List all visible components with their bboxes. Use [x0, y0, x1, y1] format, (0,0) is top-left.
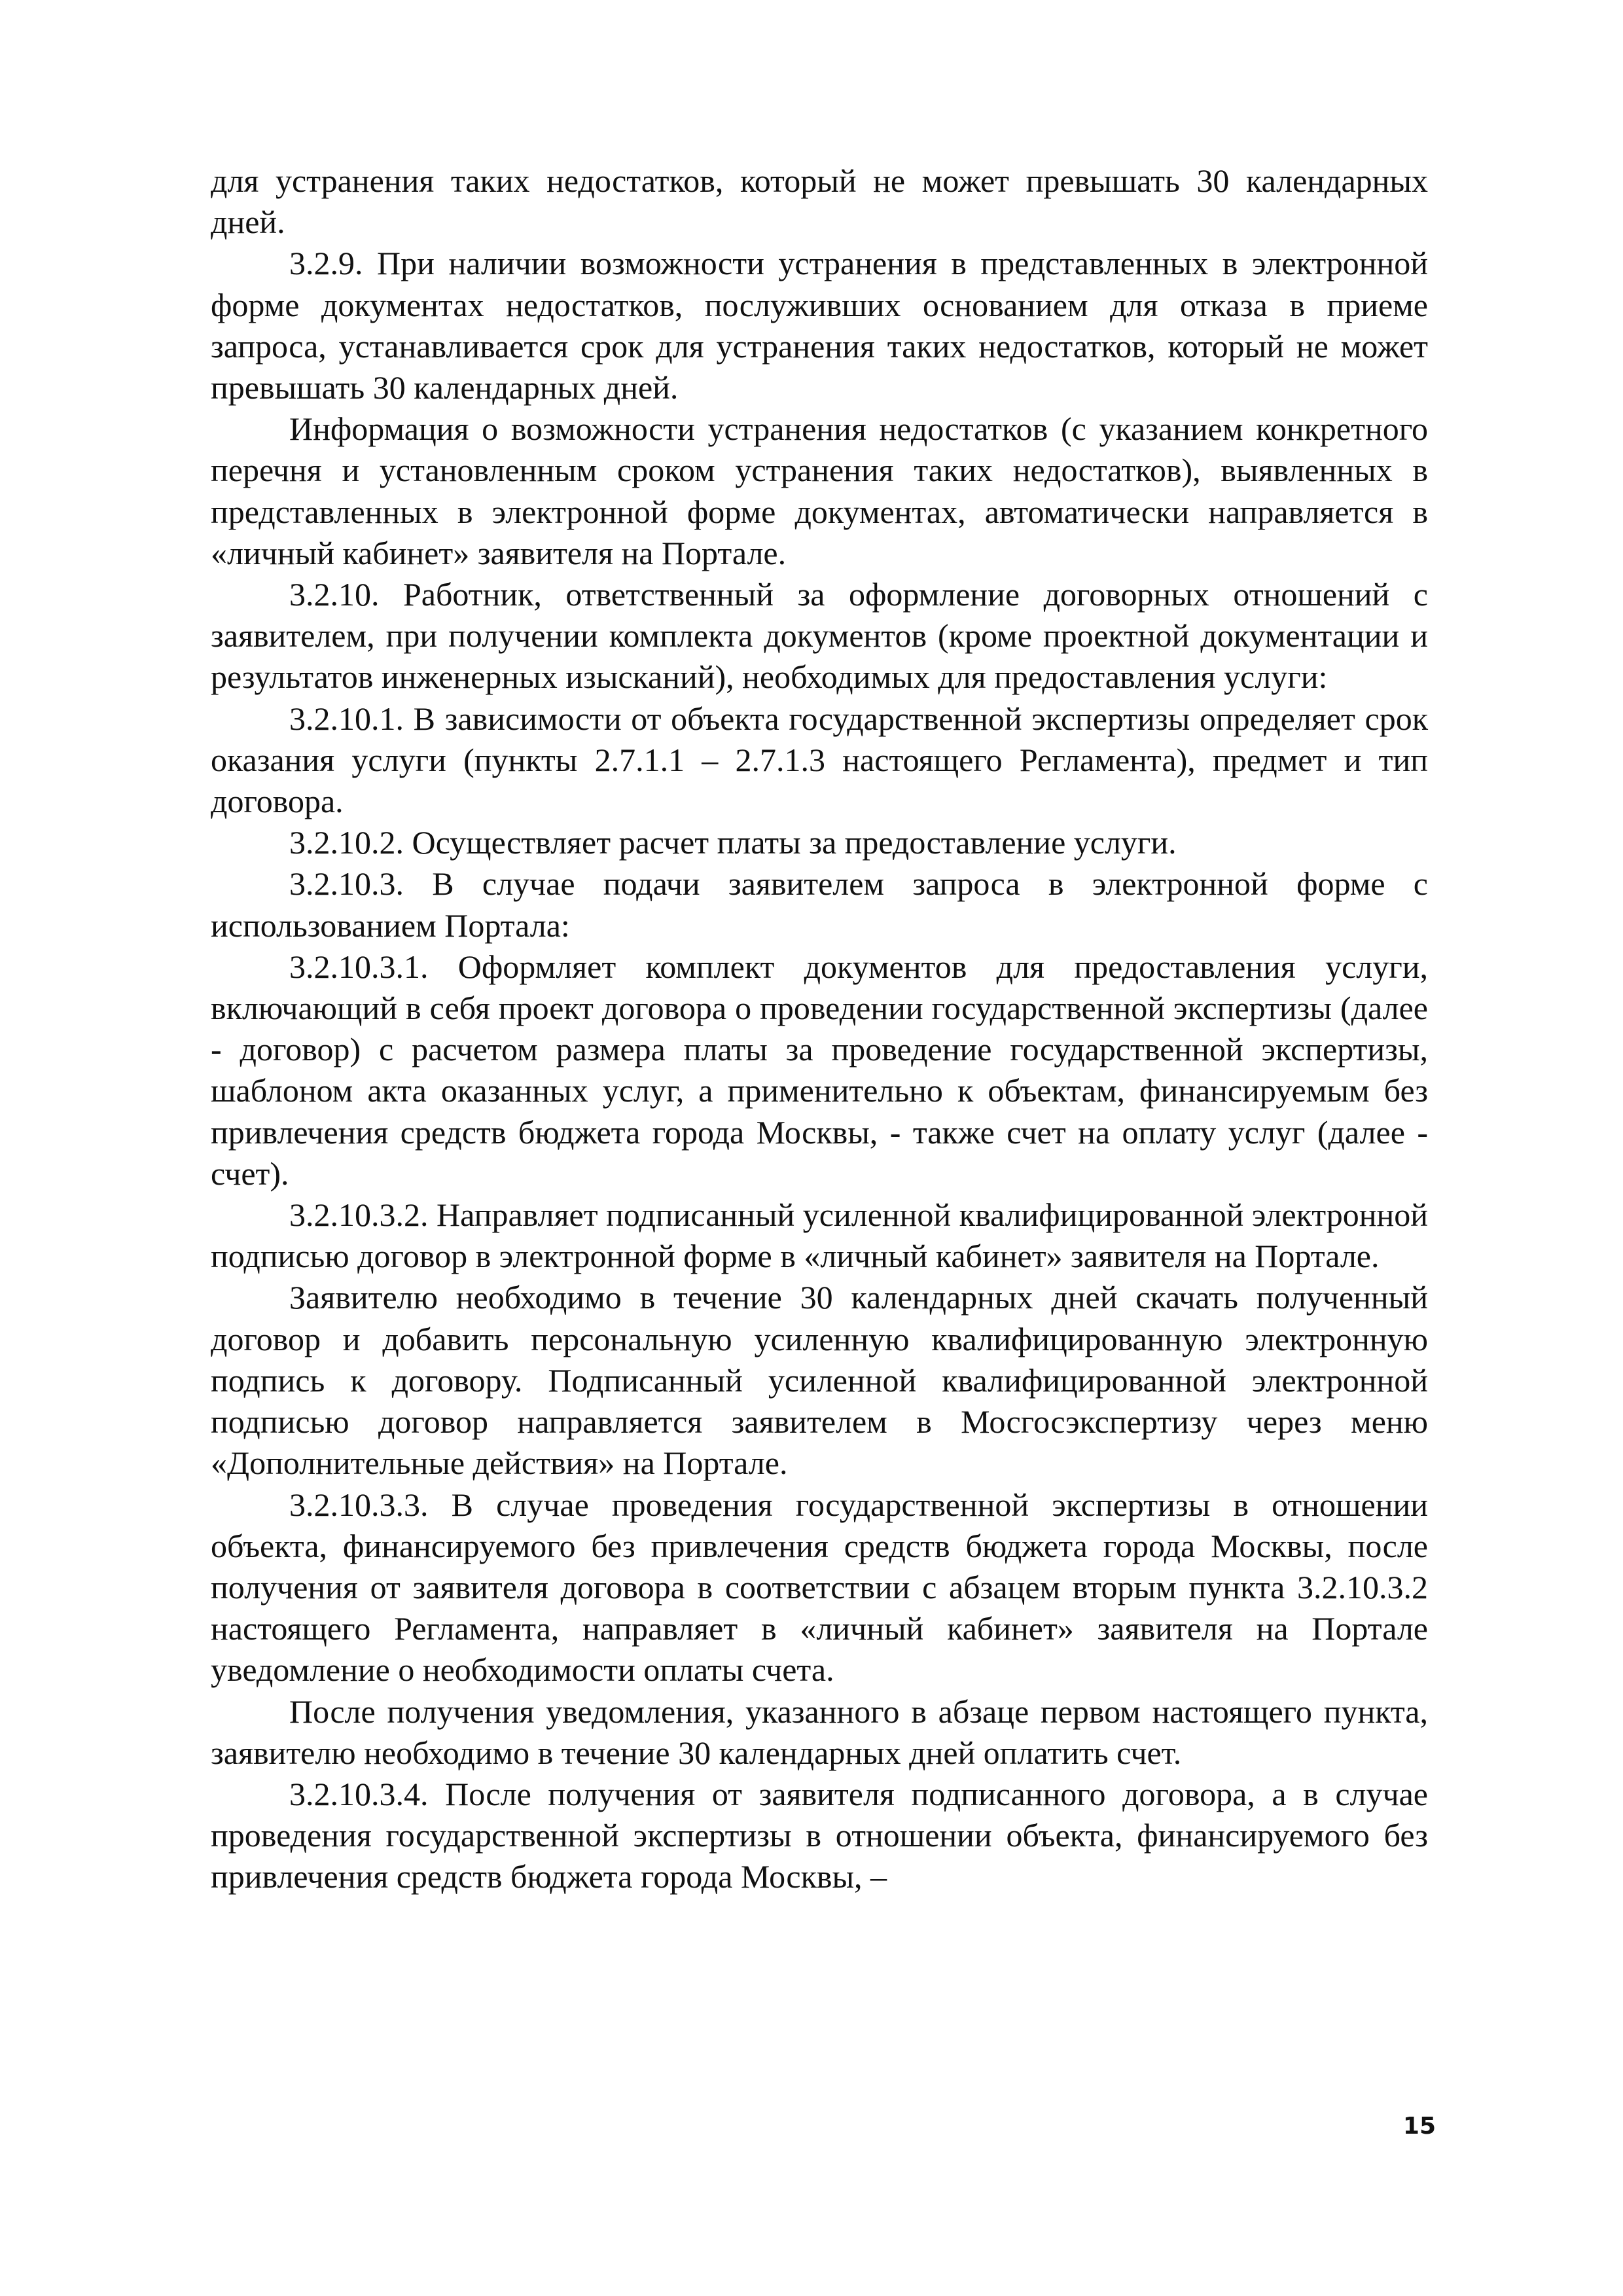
paragraph: Заявителю необходимо в течение 30 календарных дней скачать полученный договор и добавить персональную усиленную квалифицированную электронную подпись к договору. Подписанный усиленной квалифицированной электронной подписью договор направляется заявителем в Мосгосэкспертизу через меню «Дополнительные действия» на Портале.	[211, 1279, 1428, 1482]
paragraph: 3.2.10.3.3. В случае проведения государственной экспертизы в отношении объекта, финансируемого без привлечения средств бюджета города Москвы, после получения от заявителя договора в соответствии с абзацем вторым пункта 3.2.10.3.2 настоящего Регламента, направляет в «личный кабинет» заявителя на Портале уведомление о необходимости оплаты счета.	[211, 1486, 1428, 1689]
paragraph: 3.2.10.3.4. После получения от заявителя подписанного договора, а в случае проведения государственной экспертизы в отношении объекта, финансируемого без привлечения средств бюджета города Москвы, –	[211, 1775, 1428, 1895]
paragraph: 3.2.10.3.1. Оформляет комплект документов для предоставления услуги, включающий в себя проект договора о проведении государственной экспертизы (далее - договор) с расчетом размера платы за проведение государственной экспертизы, шаблоном акта оказанных услуг, а применительно к объектам, финансируемым без привлечения средств бюджета города Москвы, - также счет на оплату услуг (далее - счет).	[211, 948, 1428, 1192]
paragraph: 3.2.9. При наличии возможности устранения в представленных в электронной форме документах недостатков, послуживших основанием для отказа в приеме запроса, устанавливается срок для устранения таких недостатков, который не может превышать 30 календарных дней.	[211, 245, 1428, 406]
paragraph: 3.2.10.1. В зависимости от объекта государственной экспертизы определяет срок оказания услуги (пункты 2.7.1.1 – 2.7.1.3 настоящего Регламента), предмет и тип договора.	[211, 700, 1428, 820]
paragraph: После получения уведомления, указанного в абзаце первом настоящего пункта, заявителю необходимо в течение 30 календарных дней оплатить счет.	[211, 1693, 1428, 1771]
paragraph: 3.2.10.2. Осуществляет расчет платы за предоставление услуги.	[289, 824, 1177, 861]
paragraph: 3.2.10. Работник, ответственный за оформление договорных отношений с заявителем, при получении комплекта документов (кроме проектной документации и результатов инженерных изысканий), необходимых для предоставления услуги:	[211, 576, 1428, 696]
paragraph: Информация о возможности устранения недостатков (с указанием конкретного перечня и установленным сроком устранения таких недостатков), выявленных в представленных в электронной форме документах, автоматически направляется в «личный кабинет» заявителя на Портале.	[211, 410, 1428, 571]
paragraph: 3.2.10.3.2. Направляет подписанный усиленной квалифицированной электронной подписью договор в электронной форме в «личный кабинет» заявителя на Портале.	[211, 1196, 1428, 1275]
paragraph: для устранения таких недостатков, который не может превышать 30 календарных дней.	[211, 162, 1428, 241]
document-body	[211, 160, 1428, 1898]
page-number: 15	[1402, 2113, 1436, 2140]
paragraph: 3.2.10.3. В случае подачи заявителем запроса в электронной форме с использованием Портала:	[211, 865, 1428, 944]
